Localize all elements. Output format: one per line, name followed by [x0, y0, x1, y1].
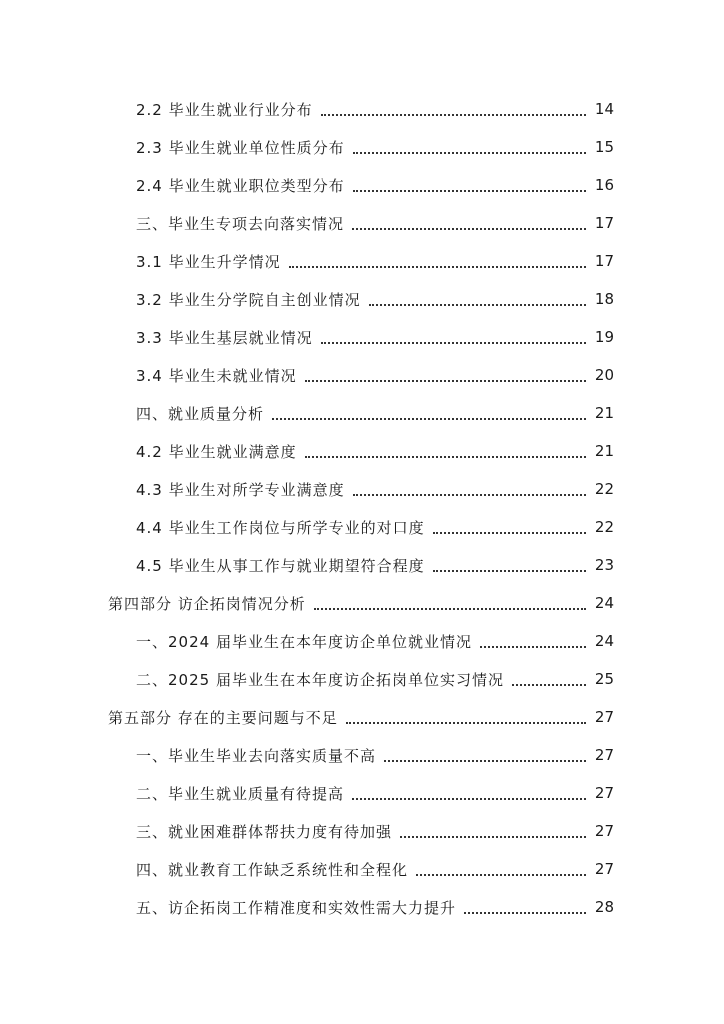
toc-entry-page: 22 — [594, 518, 614, 536]
toc-entry-title: 五、访企拓岗工作精准度和实效性需大力提升 — [136, 898, 457, 917]
toc-entry-page: 17 — [594, 214, 614, 232]
toc-entry-page: 27 — [594, 860, 614, 878]
toc-entry-title: 四、就业质量分析 — [136, 404, 265, 423]
toc-entry[interactable] — [0, 812, 724, 850]
toc-entry[interactable] — [0, 546, 724, 584]
toc-entry-title: 2.3 毕业生就业单位性质分布 — [136, 138, 345, 157]
toc-dot-leader — [433, 570, 586, 572]
toc-entry-page: 25 — [594, 670, 614, 688]
toc-entry-page: 15 — [594, 138, 614, 156]
toc-dot-leader — [305, 380, 586, 382]
toc-entry-page: 19 — [594, 328, 614, 346]
toc-entry-page: 28 — [594, 898, 614, 916]
toc-entry-title: 3.3 毕业生基层就业情况 — [136, 328, 313, 347]
toc-entry-title: 第五部分 存在的主要问题与不足 — [108, 708, 338, 727]
toc-entry[interactable] — [0, 622, 724, 660]
toc-entry[interactable] — [0, 204, 724, 242]
toc-entry[interactable] — [0, 432, 724, 470]
toc-entry-page: 24 — [594, 632, 614, 650]
toc-dot-leader — [384, 760, 586, 762]
toc-dot-leader — [353, 494, 586, 496]
toc-dot-leader — [314, 608, 586, 610]
toc-entry[interactable] — [0, 90, 724, 128]
toc-entry[interactable] — [0, 508, 724, 546]
toc-entry[interactable] — [0, 736, 724, 774]
toc-entry-title: 二、毕业生就业质量有待提高 — [136, 784, 345, 803]
toc-dot-leader — [353, 190, 586, 192]
toc-entry[interactable] — [0, 660, 724, 698]
toc-entry[interactable] — [0, 888, 724, 926]
toc-entry-title: 三、毕业生专项去向落实情况 — [136, 214, 345, 233]
toc-entry-page: 23 — [594, 556, 614, 574]
toc-dot-leader — [352, 798, 586, 800]
toc-entry-page: 24 — [594, 594, 614, 612]
toc-entry-title: 一、毕业生毕业去向落实质量不高 — [136, 746, 377, 765]
toc-entry-title: 第四部分 访企拓岗情况分析 — [108, 594, 306, 613]
toc-entry[interactable] — [0, 128, 724, 166]
toc-entry[interactable] — [0, 318, 724, 356]
toc-dot-leader — [352, 228, 586, 230]
toc-dot-leader — [433, 532, 586, 534]
toc-dot-leader — [353, 152, 586, 154]
toc-entry-title: 4.2 毕业生就业满意度 — [136, 442, 297, 461]
toc-dot-leader — [512, 684, 586, 686]
toc-entry[interactable] — [0, 394, 724, 432]
table-of-contents — [0, 90, 724, 926]
toc-entry[interactable] — [0, 850, 724, 888]
toc-dot-leader — [272, 418, 586, 420]
toc-entry-page: 20 — [594, 366, 614, 384]
toc-dot-leader — [346, 722, 586, 724]
toc-dot-leader — [321, 342, 586, 344]
toc-dot-leader — [480, 646, 586, 648]
toc-entry-page: 16 — [594, 176, 614, 194]
toc-entry[interactable] — [0, 698, 724, 736]
toc-entry-title: 3.2 毕业生分学院自主创业情况 — [136, 290, 361, 309]
toc-entry-page: 22 — [594, 480, 614, 498]
toc-entry[interactable] — [0, 242, 724, 280]
toc-entry-page: 18 — [594, 290, 614, 308]
toc-dot-leader — [305, 456, 586, 458]
toc-entry-page: 27 — [594, 708, 614, 726]
toc-entry-title: 3.1 毕业生升学情况 — [136, 252, 281, 271]
toc-entry-page: 21 — [594, 442, 614, 460]
toc-entry-page: 27 — [594, 784, 614, 802]
toc-entry-page: 27 — [594, 822, 614, 840]
toc-entry-title: 4.5 毕业生从事工作与就业期望符合程度 — [136, 556, 425, 575]
toc-entry-page: 27 — [594, 746, 614, 764]
toc-entry-title: 3.4 毕业生未就业情况 — [136, 366, 297, 385]
toc-dot-leader — [400, 836, 586, 838]
toc-dot-leader — [464, 912, 586, 914]
toc-entry-title: 2.2 毕业生就业行业分布 — [136, 100, 313, 119]
toc-dot-leader — [321, 114, 586, 116]
toc-entry-page: 21 — [594, 404, 614, 422]
toc-entry-title: 三、就业困难群体帮扶力度有待加强 — [136, 822, 393, 841]
toc-entry-title: 4.3 毕业生对所学专业满意度 — [136, 480, 345, 499]
toc-entry-title: 四、就业教育工作缺乏系统性和全程化 — [136, 860, 409, 879]
toc-entry-title: 4.4 毕业生工作岗位与所学专业的对口度 — [136, 518, 425, 537]
toc-entry[interactable] — [0, 356, 724, 394]
toc-entry[interactable] — [0, 774, 724, 812]
toc-dot-leader — [416, 874, 586, 876]
toc-entry-page: 17 — [594, 252, 614, 270]
toc-dot-leader — [289, 266, 586, 268]
toc-entry[interactable] — [0, 280, 724, 318]
toc-entry-page: 14 — [594, 100, 614, 118]
toc-entry-title: 二、2025 届毕业生在本年度访企拓岗单位实习情况 — [136, 670, 504, 689]
toc-entry[interactable] — [0, 470, 724, 508]
toc-entry-title: 2.4 毕业生就业职位类型分布 — [136, 176, 345, 195]
toc-dot-leader — [369, 304, 586, 306]
toc-entry-title: 一、2024 届毕业生在本年度访企单位就业情况 — [136, 632, 472, 651]
toc-entry[interactable] — [0, 166, 724, 204]
toc-entry[interactable] — [0, 584, 724, 622]
